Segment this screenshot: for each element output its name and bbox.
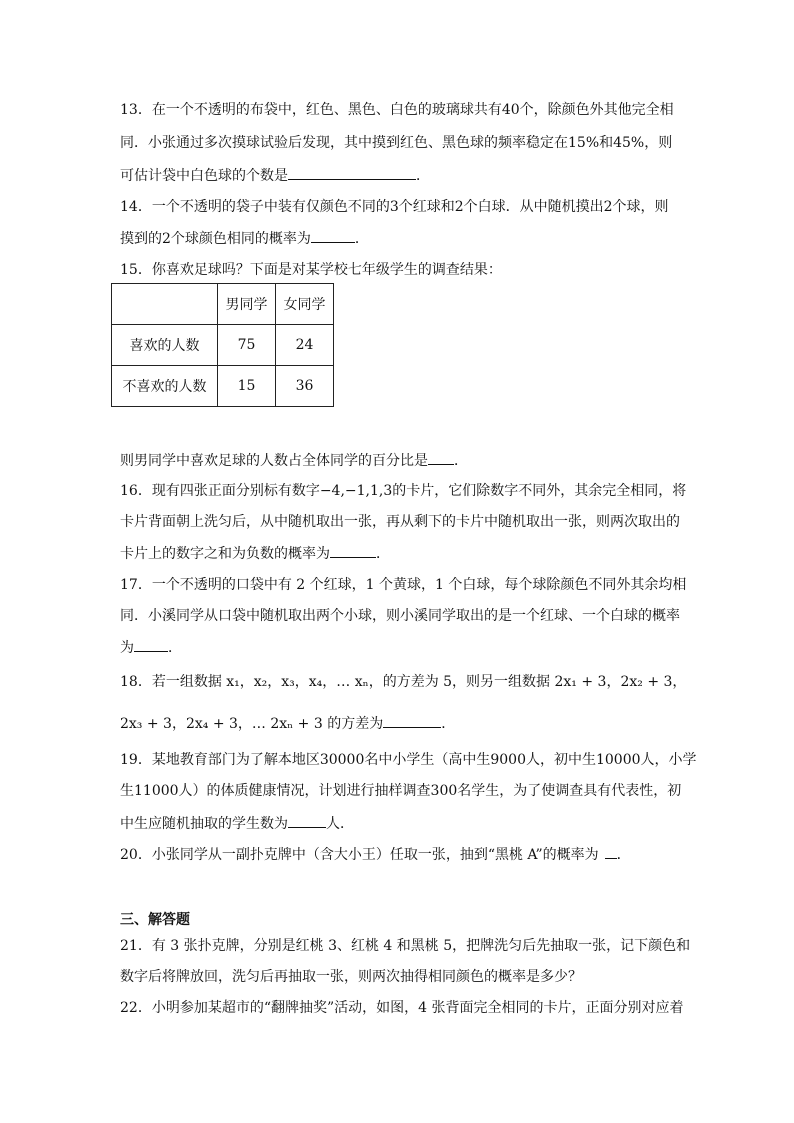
- q20-line-1-end: ．: [616, 847, 631, 863]
- table-cell: 15: [218, 366, 276, 407]
- q13-line-2: 同．小张通过多次摸球试验后发现，其中摸到红色、黑色球的频率稳定在15%和45%，则: [120, 135, 673, 151]
- section-title: 三、解答题: [120, 912, 190, 928]
- table-cell: 24: [276, 325, 334, 366]
- q20-line-1-text: 20．小张同学从一副扑克牌中（含大小王）任取一张，抽到“黑桃 A”的概率为: [120, 847, 599, 863]
- table-row-label: 喜欢的人数: [112, 325, 218, 366]
- q16-line-3-text: 卡片上的数字之和为负数的概率为: [120, 546, 330, 562]
- q15-after-text: 则男同学中喜欢足球的人数占全体同学的百分比是: [120, 453, 428, 469]
- table-row: [112, 325, 334, 366]
- q15-after-end: ．: [454, 453, 468, 469]
- q13-line-3-text: 可估计袋中白色球的个数是: [120, 168, 288, 184]
- q16-line-2: 卡片背面朝上洗匀后，从中随机取出一张，再从剩下的卡片中随机取出一张，则两次取出的: [120, 514, 680, 530]
- q19-line-2: 生11000人）的体质健康情况，计划进行抽样调查300名学生，为了使调查具有代表性，初: [120, 783, 682, 799]
- table-row-label: 不喜欢的人数: [112, 366, 218, 407]
- survey-table: [111, 283, 334, 407]
- q13-answer-blank[interactable]: [288, 165, 416, 180]
- q16-line-3-end: ．: [376, 546, 390, 562]
- table-header-boys: 男同学: [218, 284, 276, 325]
- q13-line-3-end: ．: [416, 168, 430, 184]
- q17-line-3: [120, 637, 680, 658]
- q16-answer-blank[interactable]: [330, 543, 376, 558]
- q17-line-2: 同．小溪同学从口袋中随机取出两个小球，则小溪同学取出的是一个红球、一个白球的概率: [120, 608, 680, 624]
- q17-line-3-text: 为: [120, 640, 134, 656]
- q15-line-1: 15．你喜欢足球吗？下面是对某学校七年级学生的调查结果：: [120, 262, 502, 278]
- q20-answer-blank[interactable]: [605, 844, 617, 859]
- q18-line-2-end: ．: [441, 716, 456, 732]
- q17-line-1: 17．一个不透明的口袋中有 2 个红球，1 个黄球，1 个白球，每个球除颜色不同外其余均相: [120, 577, 687, 593]
- q14-answer-blank[interactable]: [311, 228, 355, 243]
- table-row: [112, 366, 334, 407]
- q14-line-2-end: ．: [354, 231, 369, 247]
- q18-line-1: 18．若一组数据 x₁，x₂，x₃，x₄，… xₙ，的方差为 5，则另一组数据 2x₁ + 3，2x₂ + 3，: [120, 674, 687, 690]
- table-cell: 75: [218, 325, 276, 366]
- q14-line-2-text: 摸到的2个球颜色相同的概率为: [120, 231, 311, 247]
- q21-line-2: 数字后将牌放回，洗匀后再抽取一张，则两次抽得相同颜色的概率是多少？: [120, 969, 582, 985]
- q19-line-3-text: 中生应随机抽取的学生数为: [120, 816, 288, 832]
- q14-line-1: 14．一个不透明的袋子中装有仅颜色不同的3个红球和2个白球．从中随机摸出2个球，则: [120, 199, 669, 215]
- q13-line-1: 13．在一个不透明的布袋中，红色、黑色、白色的玻璃球共有40个，除颜色外其他完全相: [120, 102, 674, 118]
- q13-line-3: [120, 165, 680, 186]
- table-header-row: [112, 284, 334, 325]
- q16-line-1: 16．现有四张正面分别标有数字−4,−1,1,3的卡片，它们除数字不同外，其余完全相同，将: [120, 483, 687, 499]
- q19-line-1: 19．某地教育部门为了解本地区30000名中小学生（高中生9000人，初中生10000人，小学: [120, 752, 697, 768]
- table-cell: 36: [276, 366, 334, 407]
- q22-line-1: 22．小明参加某超市的“翻牌抽奖”活动，如图，4 张背面完全相同的卡片，正面分别对应着: [120, 1000, 684, 1016]
- q15-after-line: [120, 450, 680, 471]
- q14-line-2: [120, 228, 680, 249]
- table-header-girls: 女同学: [276, 284, 334, 325]
- q19-line-3: [120, 813, 680, 834]
- table-corner-cell: [112, 284, 218, 325]
- q18-line-2: [120, 713, 680, 734]
- q20-line-1: [120, 844, 680, 865]
- q16-line-3: [120, 543, 680, 564]
- q21-line-1: 21．有 3 张扑克牌，分别是红桃 3、红桃 4 和黑桃 5，把牌洗匀后先抽取一张，记下颜色和: [120, 938, 691, 954]
- q17-line-3-end: ．: [168, 640, 182, 656]
- q15-answer-blank[interactable]: [428, 450, 454, 465]
- q18-answer-blank[interactable]: [383, 713, 441, 728]
- q19-answer-blank[interactable]: [288, 813, 326, 828]
- q18-line-2-text: 2x₃ + 3，2x₄ + 3，… 2xₙ + 3 的方差为: [120, 716, 384, 732]
- q19-line-3-end: 人．: [326, 816, 354, 832]
- q17-answer-blank[interactable]: [134, 637, 168, 652]
